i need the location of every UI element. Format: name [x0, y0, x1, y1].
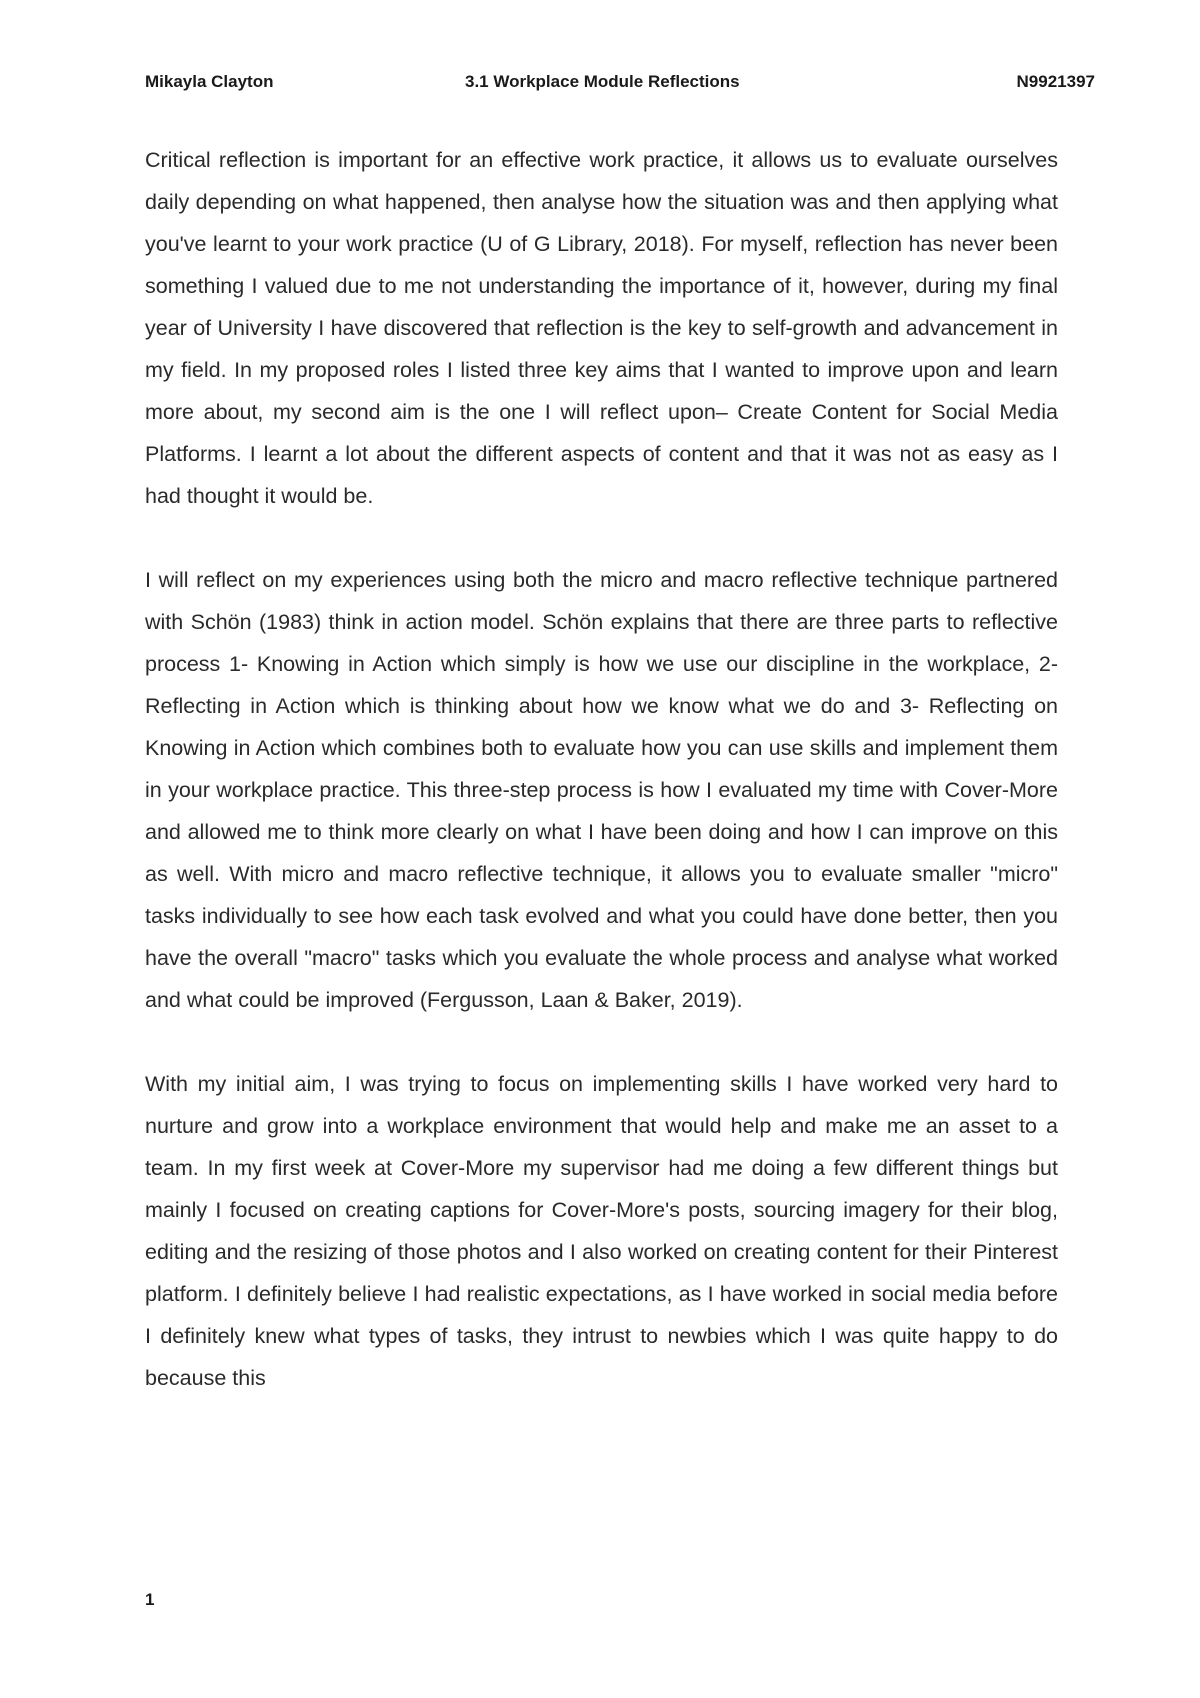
- paragraph-3: With my initial aim, I was trying to focus on implementing skills I have worked very hard to nurture and grow into a workplace environment that would help and make me an asset to a team. In my first week at Cover-More my supervisor had me doing a few different things but mainly I focused on creating captions for Cover-More's posts, sourcing imagery for their blog, editing and the resizing of those photos and I also worked on creating content for their Pinterest platform. I definitely believe I had realistic expectations, as I have worked in social media before I definitely knew what types of tasks, they intrust to newbies which I was quite happy to do because this: [145, 1072, 1058, 1390]
- paragraph-1: Critical reflection is important for an effective work practice, it allows us to evaluate ourselves daily depending on what happened, then analyse how the situation was and then applying what you've learnt to your work practice (U of G Library, 2018). For myself, reflection has never been something I valued due to me not understanding the importance of it, however, during my final year of University I have discovered that reflection is the key to self-growth and advancement in my field. In my proposed roles I listed three key aims that I wanted to improve upon and learn more about, my second aim is the one I will reflect upon– Create Content for Social Media Platforms. I learnt a lot about the different aspects of content and that it was not as easy as I had thought it would be.: [145, 148, 1058, 508]
- paragraph-2: I will reflect on my experiences using both the micro and macro reflective technique partnered with Schön (1983) think in action model. Schön explains that there are three parts to reflective process 1- Knowing in Action which simply is how we use our discipline in the workplace, 2- Reflecting in Action which is thinking about how we know what we do and 3- Reflecting on Knowing in Action which combines both to evaluate how you can use skills and implement them in your workplace practice. This three-step process is how I evaluated my time with Cover-More and allowed me to think more clearly on what I have been doing and how I can improve on this as well. With micro and macro reflective technique, it allows you to evaluate smaller "micro" tasks individually to see how each task evolved and what you could have done better, then you have the overall "macro" tasks which you evaluate the whole process and analyse what worked and what could be improved (Fergusson, Laan & Baker, 2019).: [145, 568, 1058, 1012]
- page-header: [145, 72, 1095, 96]
- header-author: Mikayla Clayton: [145, 72, 274, 91]
- header-student-id: N9921397: [1016, 72, 1095, 91]
- header-title: 3.1 Workplace Module Reflections: [465, 72, 740, 91]
- page-number: 1: [145, 1590, 155, 1609]
- body-text: [145, 139, 1058, 1399]
